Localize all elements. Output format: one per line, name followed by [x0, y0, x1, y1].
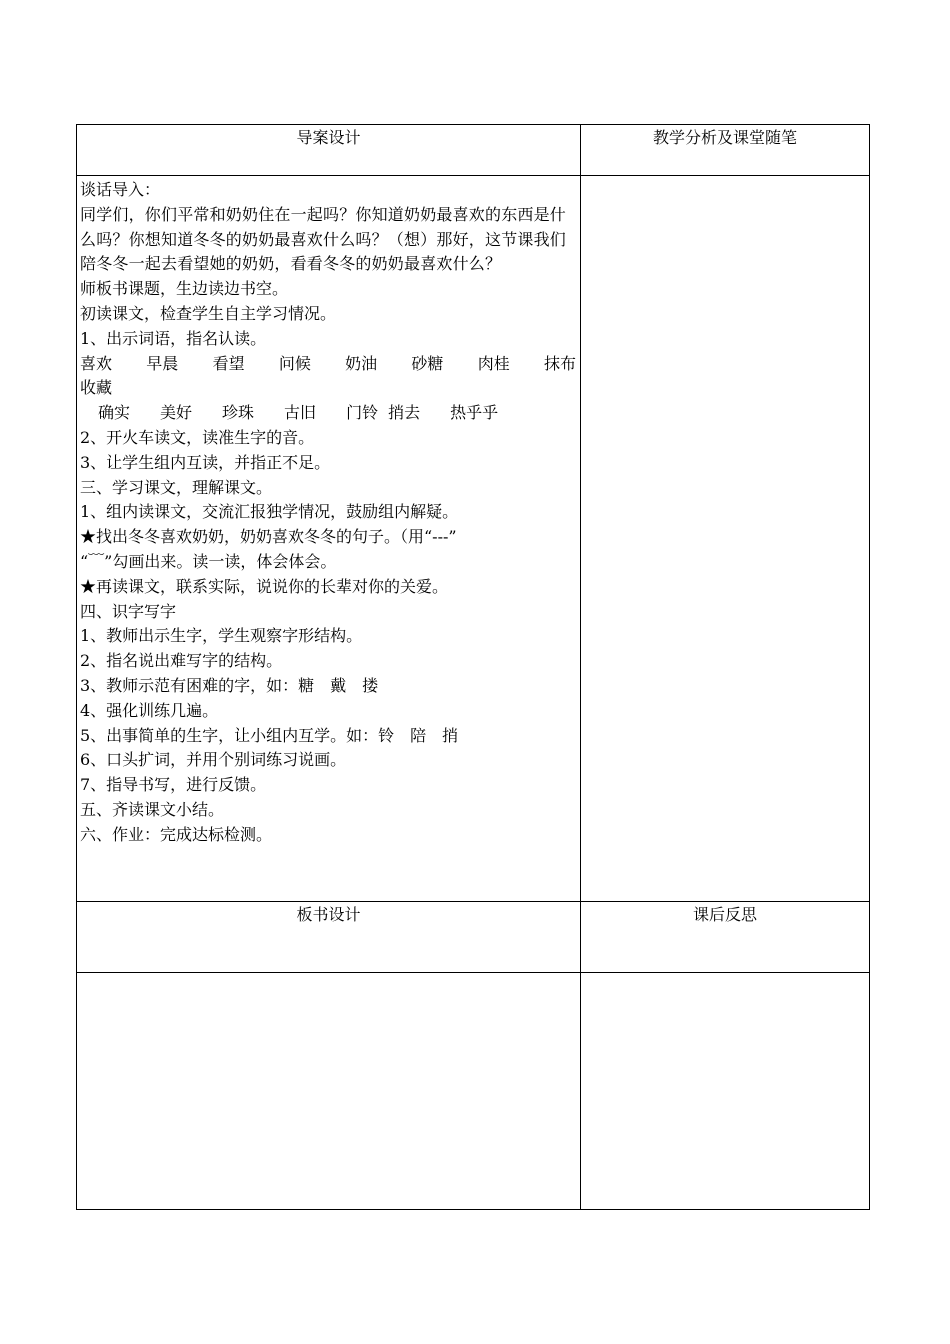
board-line: 师板书课题，生边读边书空。 — [80, 279, 289, 299]
word-list-row-1 — [80, 352, 578, 377]
intro-title: 谈话导入： — [80, 180, 161, 199]
lesson-content-row — [77, 176, 870, 902]
word-item: 美好 — [160, 403, 193, 423]
section-4-item-7: 7、指导书写，进行反馈。 — [80, 775, 267, 795]
word-item: 看望 — [212, 353, 245, 373]
section-3-star-1-cont: “﹋”勾画出来。读一读，体会体会。 — [80, 551, 337, 571]
section-4-title: 四、识字写字 — [80, 601, 177, 621]
board-design-cell — [77, 973, 581, 1210]
first-read-line: 初读课文，检查学生自主学习情况。 — [80, 303, 337, 323]
section-3-star-1: ★找出冬冬喜欢奶奶，奶奶喜欢冬冬的句子。（用“---” — [80, 527, 457, 547]
section-3-star-2: ★再读课文，联系实际，说说你的长辈对你的关爱。 — [80, 576, 449, 596]
word-item: 砂糖 — [411, 353, 444, 373]
word-item: 问候 — [278, 353, 311, 373]
section-6-title: 六、作业：完成达标检测。 — [80, 824, 273, 844]
intro-paragraph: 同学们，你们平常和奶奶住在一起吗？你知道奶奶最喜欢的东西是什么吗？你想知道冬冬的奶奶最喜欢什么吗？（想）那好，这节课我们陪冬冬一起去看望她的奶奶，看看冬冬的奶奶最喜欢什么？ — [80, 204, 567, 274]
section-4-item-3: 3、教师示范有困难的字，如：糖 戴 搂 — [80, 675, 379, 695]
word-item: 确实 — [98, 403, 131, 423]
lesson-content-cell — [77, 176, 581, 902]
step-2: 2、开火车读文，读准生字的音。 — [80, 427, 315, 447]
section-4-item-5: 5、出事简单的生字，让小组内互学。如：铃 陪 捎 — [80, 725, 459, 745]
word-item: 捎去 — [388, 403, 421, 423]
table-header-row — [77, 125, 870, 176]
word-item: 肉桂 — [477, 353, 510, 373]
lesson-plan-table — [76, 124, 870, 1210]
header-reflection: 课后反思 — [581, 902, 870, 973]
word-list-row-1-tail: 收藏 — [80, 378, 113, 398]
section-3-title: 三、学习课文，理解课文。 — [80, 477, 273, 497]
second-header-row — [77, 902, 870, 973]
section-5-title: 五、齐读课文小结。 — [80, 799, 225, 819]
word-item: 喜欢 — [80, 353, 113, 373]
word-item: 奶油 — [345, 353, 378, 373]
teaching-notes-cell — [581, 176, 870, 902]
header-teaching-analysis: 教学分析及课堂随笔 — [581, 125, 870, 176]
step-1: 1、出示词语，指名认读。 — [80, 328, 267, 348]
word-item: 早晨 — [146, 353, 179, 373]
section-4-item-1: 1、教师出示生字，学生观察字形结构。 — [80, 626, 363, 646]
word-item: 门铃 — [346, 403, 379, 423]
reflection-cell — [581, 973, 870, 1210]
section-3-item-1: 1、组内读课文，交流汇报独学情况，鼓励组内解疑。 — [80, 502, 459, 522]
section-4-item-6: 6、口头扩词，并用个别词练习说画。 — [80, 750, 347, 770]
word-item: 抹布 — [543, 353, 576, 373]
bottom-row — [77, 973, 870, 1210]
word-list-row-2 — [80, 401, 578, 426]
section-4-item-2: 2、指名说出难写字的结构。 — [80, 651, 283, 671]
section-4-item-4: 4、强化训练几遍。 — [80, 700, 219, 720]
header-board-design: 板书设计 — [77, 902, 581, 973]
word-item: 古旧 — [284, 403, 317, 423]
header-lesson-design: 导案设计 — [77, 125, 581, 176]
step-3: 3、让学生组内互读，并指正不足。 — [80, 452, 331, 472]
word-item: 珍珠 — [222, 403, 255, 423]
word-item: 热乎乎 — [450, 403, 499, 423]
